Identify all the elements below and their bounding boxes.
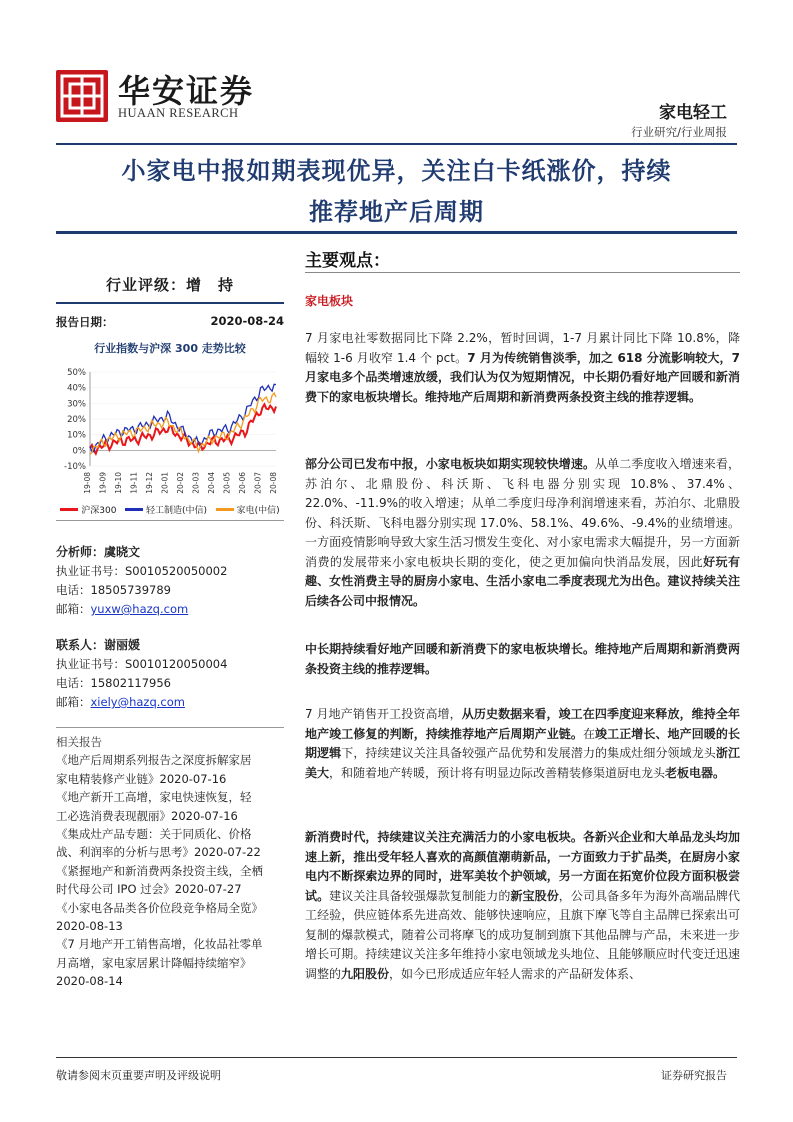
related-item-line: 工必选消费表现靓丽》2020-07-16	[56, 808, 238, 823]
p5-text-3: ，如今已形成适应年轻人需求的产品研发体系、	[389, 966, 642, 981]
related-item-line: 时代母公司 IPO 过会》2020-07-27	[56, 882, 242, 897]
paragraph-5	[305, 828, 740, 984]
legend-swatch-appliance	[216, 508, 234, 511]
title-divider	[56, 231, 737, 234]
title-line-1: 小家电中报如期表现优异，关注白卡纸涨价，持续	[121, 156, 672, 185]
related-item[interactable]	[56, 788, 284, 825]
p2-text: 从单二季度收入增速来看，苏泊尔、北鼎股份、科沃斯、飞科电器分别实现 10.8%、37.4%、22.0%、-11.9%的收入增速；从单二季度归母净利润增速来看，苏泊尔、北鼎股份、科沃斯、飞科电器分别实现 17.0%、58.1%、49.6%、-9.4%的业绩增速。一方面疫情影响导致大家生活习惯发生变化、对小家电需求大幅提升，另一方面新消费的发展带来小家电板块长期的变化，使之更加偏向快消品发展，因此	[305, 457, 740, 569]
main-view-divider	[305, 272, 740, 273]
paragraph-2	[305, 455, 740, 611]
p5-text-2: ，公司具备多年为海外高端品牌代工经验，供应链体系先进高效、能够快速响应，且旗下摩飞等自主品牌已探索出可复制的爆款模式，随着公司将摩飞的成功复制到旗下其他品牌与产品，未来进一步增长可期。持续建议关注多年维持小家电领域龙头地位、且能够顺应时代变迁迅速调整的	[305, 888, 740, 981]
sector-label: 家电轻工	[659, 103, 727, 123]
x-tick-label: 20-01	[160, 472, 170, 494]
chart-title: 行业指数与沪深 300 走势比较	[94, 342, 246, 355]
p2-emphasis: 好玩有趣、女性消费主导的厨房小家电、生活小家电二季度表现尤为出色。建议持续关注后续各公司中报情况。	[305, 554, 740, 608]
header-divider	[56, 143, 737, 145]
main-view-heading: 主要观点：	[305, 251, 390, 271]
related-item-line: 《小家电各品类各价位段竞争格局全览》	[56, 900, 263, 915]
y-tick-label: 0%	[72, 446, 86, 457]
x-tick-label: 20-07	[253, 472, 263, 494]
report-date	[56, 314, 284, 330]
legend-label-light-industry: 轻工制造(中信)	[146, 506, 208, 516]
p3-emphasis: 中长期持续看好地产回暖和新消费下的家电板块增长。维持地产后周期和新消费两条投资主线的推荐逻辑。	[305, 642, 740, 676]
chart-divider	[56, 520, 284, 521]
related-reports	[56, 733, 284, 991]
x-tick-label: 20-06	[238, 472, 247, 494]
analyst-email-label: 邮箱：	[56, 602, 91, 616]
rating-divider	[56, 302, 284, 304]
title-line-2: 推荐地产后周期	[309, 197, 484, 226]
x-tick-label: 20-02	[176, 472, 185, 494]
related-item-line: 《集成灶产品专题：关于同质化、价格	[56, 827, 252, 842]
y-tick-label: 30%	[67, 399, 86, 410]
legend-item-light-industry	[125, 503, 207, 516]
legend-label-hs300: 沪深300	[81, 506, 117, 516]
paragraph-1	[305, 329, 740, 407]
p4-text-3: 下，持续建议关注具备较强产品优势和发展潜力的集成灶细分领域龙头	[341, 746, 716, 760]
p4-text-2: 在	[582, 726, 596, 741]
related-item[interactable]	[56, 825, 284, 862]
page-title	[56, 150, 737, 232]
industry-rating: 行业评级：增 持	[105, 276, 234, 294]
paragraph-4	[305, 705, 740, 783]
contact-name: 联系人：谢丽媛	[56, 638, 141, 652]
related-heading: 相关报告	[56, 735, 102, 749]
related-item[interactable]	[56, 935, 284, 990]
related-item-line: 2020-08-14	[56, 974, 123, 989]
p4-text-4: ，和随着地产转暖，预计将有明显边际改善精装修渠道厨电龙头	[329, 765, 666, 780]
y-tick-label: 40%	[67, 383, 86, 394]
footer-divider	[56, 1057, 737, 1058]
p4-emphasis-1: 从历史数据来看，竣工在四季度迎来释放，维持全年地产竣工修复的判断，持续推荐地产后周期产业链。	[305, 707, 740, 741]
y-tick-label: 20%	[67, 415, 86, 425]
p5-emphasis-2: 新宝股份	[510, 888, 559, 903]
contact-cert: 执业证书号：S0010120050004	[56, 657, 228, 671]
related-item-line: 《7 月地产开工销售高增，化妆品社零单	[56, 937, 263, 952]
p1-text: 7 月家电社零数据同比下降 2.2%，暂时回调，1-7 月累计同比下降 10.8%，降幅较 1-6 月收窄 1.4 个 pct。	[305, 331, 740, 365]
p4-text-1: 7 月地产销售开工投资高增，	[305, 707, 462, 721]
legend-item-appliance	[216, 503, 280, 516]
x-tick-label: 20-08	[269, 472, 278, 494]
section-heading: 家电板块	[305, 294, 354, 308]
report-date-label: 报告日期：	[56, 315, 114, 329]
legend-item-hs300	[60, 503, 116, 516]
contact-divider	[56, 727, 284, 728]
p1-emphasis: 7 月为传统销售淡季，加之 618 分流影响较大，7 月家电多个品类增速放缓，我们认为仅为短期情况，中长期仍看好地产回暖和新消费下的家电板块增长。维持地产后周期和新消费两条投资主线的推荐逻辑。	[305, 350, 740, 404]
related-item-line: 《地产后周期系列报告之深度拆解家居	[56, 753, 252, 768]
p5-emphasis-3: 九阳股份	[341, 966, 390, 981]
y-tick-label: 10%	[67, 430, 86, 441]
analyst-email-link[interactable]: yuxw@hazq.com	[90, 602, 189, 616]
contact-email-label: 邮箱：	[56, 695, 91, 709]
logo-icon	[56, 70, 108, 122]
x-tick-label: 19-11	[129, 472, 139, 494]
contact-phone: 电话：15802117956	[56, 676, 171, 690]
related-item-line: 《紧握地产和新消费两条投资主线，全栖	[56, 863, 263, 878]
paragraph-3	[305, 640, 740, 679]
index-comparison-chart	[56, 360, 284, 500]
related-item-line: 月高增，家电家居累计降幅持续缩窄》	[56, 955, 252, 970]
related-item-line: 2020-08-13	[56, 919, 123, 934]
x-tick-label: 19-12	[145, 472, 154, 494]
related-item[interactable]	[56, 862, 284, 899]
legend-label-appliance: 家电(中信)	[236, 506, 280, 516]
x-tick-label: 20-03	[191, 472, 201, 494]
p5-text-1: 建议关注具备较强爆款复制能力的	[329, 888, 511, 903]
p4-emphasis-2: 竣工正增长、地产回暖的长期逻辑	[305, 726, 740, 760]
brand-name: 华安证券	[118, 72, 255, 110]
analyst-phone: 电话：18505739789	[56, 583, 171, 597]
footer-label: 证券研究报告	[661, 1069, 727, 1082]
p4-emphasis-3: 浙江美大	[305, 746, 740, 780]
contact-email-link[interactable]: xiely@hazq.com	[90, 695, 185, 709]
x-tick-label: 19-09	[98, 472, 108, 494]
p4-emphasis-4: 老板电器。	[665, 765, 726, 780]
related-item-line: 战、利润率的分析与思考》2020-07-22	[56, 845, 261, 860]
p2-lead: 部分公司已发布中报，小家电板块如期实现较快增速。	[305, 457, 596, 471]
x-tick-label: 19-10	[114, 472, 123, 494]
x-tick-label: 20-05	[222, 472, 232, 494]
y-tick-label: 50%	[67, 368, 86, 378]
related-item[interactable]	[56, 751, 284, 788]
p5-emphasis-1: 新消费时代，持续建议关注充满活力的小家电板块。各新兴企业和大单品龙头均加速上新，推出受年轻人喜欢的高颜值潮萌新品，一方面致力于扩品类，在厨房小家电内不断探索边界的同时，进军美妆个护领域，另一方面在拓宽价位段方面积极尝试。	[305, 830, 740, 903]
related-item-line: 家电精装修产业链》2020-07-16	[56, 771, 227, 786]
legend-swatch-hs300	[60, 508, 78, 511]
y-tick-label: -10%	[64, 462, 86, 472]
related-item[interactable]	[56, 899, 284, 936]
report-type: 行业研究/行业周报	[631, 125, 727, 139]
chart-legend	[56, 503, 284, 516]
analyst-block	[56, 543, 284, 619]
analyst-cert: 执业证书号：S0010520050002	[56, 564, 228, 578]
contact-email-row	[56, 693, 284, 712]
x-tick-label: 19-08	[83, 472, 92, 494]
related-item-line: 《地产新开工高增，家电快速恢复，轻	[56, 790, 252, 805]
contact-block	[56, 636, 284, 712]
report-date-value: 2020-08-24	[210, 314, 284, 328]
footer-disclaimer[interactable]: 敬请参阅末页重要声明及评级说明	[56, 1069, 221, 1082]
x-tick-label: 20-04	[207, 472, 216, 494]
legend-swatch-light-industry	[125, 508, 143, 511]
analyst-name: 分析师：虞晓文	[56, 545, 141, 559]
brand-name-en: HUAAN RESEARCH	[118, 106, 239, 120]
analyst-email-row	[56, 600, 284, 619]
